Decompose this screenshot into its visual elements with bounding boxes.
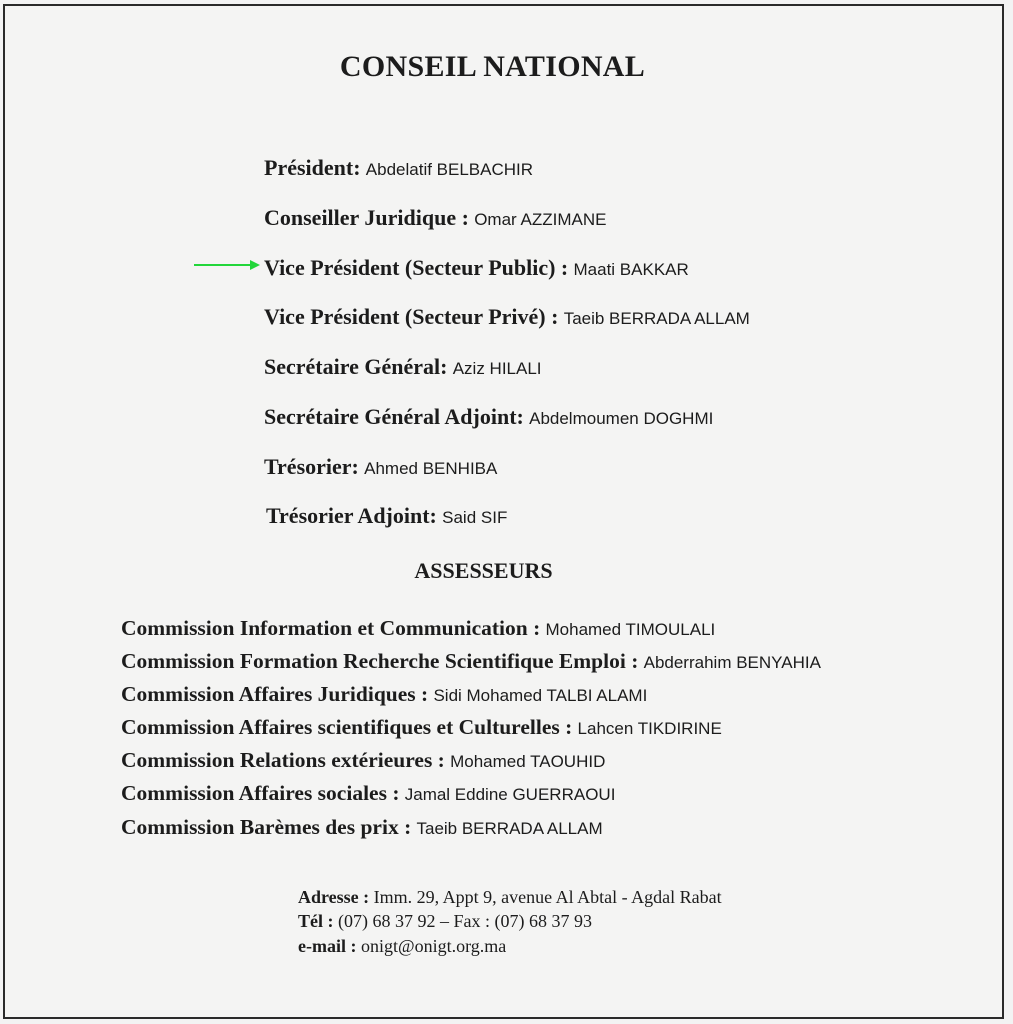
commission-item (121, 715, 722, 740)
officer-role: Président: (264, 155, 361, 180)
fax-label: Fax : (453, 911, 491, 931)
contact-address (298, 887, 722, 908)
officer-vice-president-private (264, 304, 750, 330)
commission-item (121, 616, 715, 641)
commission-role: Commission Information et Communication : (121, 616, 541, 640)
contact-email (298, 936, 506, 957)
commission-role: Commission Affaires sociales : (121, 781, 400, 805)
officer-role: Trésorier: (264, 454, 359, 479)
fax-value: (07) 68 37 93 (494, 911, 593, 931)
email-label: e-mail : (298, 936, 357, 956)
commission-item (121, 682, 647, 707)
contact-phone-fax (298, 911, 592, 932)
phone-label: Tél : (298, 911, 334, 931)
page-title: CONSEIL NATIONAL (339, 50, 646, 83)
officer-role: Secrétaire Général Adjoint: (264, 404, 524, 429)
officer-role: Secrétaire Général: (264, 354, 448, 379)
officer-role: Trésorier Adjoint: (266, 503, 437, 528)
officer-legal-advisor (264, 205, 606, 231)
officer-name: Abdelatif BELBACHIR (365, 160, 534, 179)
officer-role: Vice Président (Secteur Privé) : (264, 304, 559, 329)
address-label: Adresse : (298, 887, 370, 907)
address-value: Imm. 29, Appt 9, avenue Al Abtal - Agdal Rabat (373, 887, 722, 907)
commission-member: Sidi Mohamed TALBI ALAMI (433, 686, 648, 705)
officer-name: Said SIF (442, 508, 508, 527)
officer-name: Omar AZZIMANE (474, 210, 607, 229)
commission-role: Commission Barèmes des prix : (121, 815, 412, 839)
commission-item (121, 815, 603, 840)
officer-treasurer (264, 454, 497, 480)
officer-president (264, 155, 533, 181)
commission-role: Commission Formation Recherche Scientifique Emploi : (121, 649, 639, 673)
commission-member: Taeib BERRADA ALLAM (416, 819, 603, 838)
officer-deputy-secretary-general (264, 404, 713, 430)
commission-member: Abderrahim BENYAHIA (643, 653, 821, 672)
email-value[interactable]: onigt@onigt.org.ma (360, 936, 507, 956)
commission-item (121, 649, 821, 674)
commission-role: Commission Affaires Juridiques : (121, 682, 429, 706)
commission-member: Mohamed TIMOULALI (545, 620, 716, 639)
commission-member: Jamal Eddine GUERRAOUI (404, 785, 616, 804)
officer-name: Maati BAKKAR (573, 260, 689, 279)
commission-item (121, 748, 605, 773)
officer-deputy-treasurer (266, 503, 507, 529)
officer-name: Taeib BERRADA ALLAM (563, 309, 750, 328)
commission-member: Lahcen TIKDIRINE (577, 719, 722, 738)
officer-role: Vice Président (Secteur Public) : (264, 255, 569, 280)
officer-role: Conseiller Juridique : (264, 205, 469, 230)
commission-role: Commission Relations extérieures : (121, 748, 445, 772)
officer-name: Ahmed BENHIBA (364, 459, 498, 478)
officer-vice-president-public (264, 255, 689, 281)
commission-item (121, 781, 615, 806)
officer-secretary-general (264, 354, 542, 380)
officer-name: Aziz HILALI (452, 359, 542, 378)
commission-role: Commission Affaires scientifiques et Culturelles : (121, 715, 573, 739)
separator: – (440, 911, 449, 931)
commission-member: Mohamed TAOUHID (450, 752, 606, 771)
right-arrow-icon (194, 258, 260, 272)
phone-value: (07) 68 37 92 (338, 911, 436, 931)
assessors-heading: ASSESSEURS (414, 558, 553, 583)
officer-name: Abdelmoumen DOGHMI (529, 409, 714, 428)
